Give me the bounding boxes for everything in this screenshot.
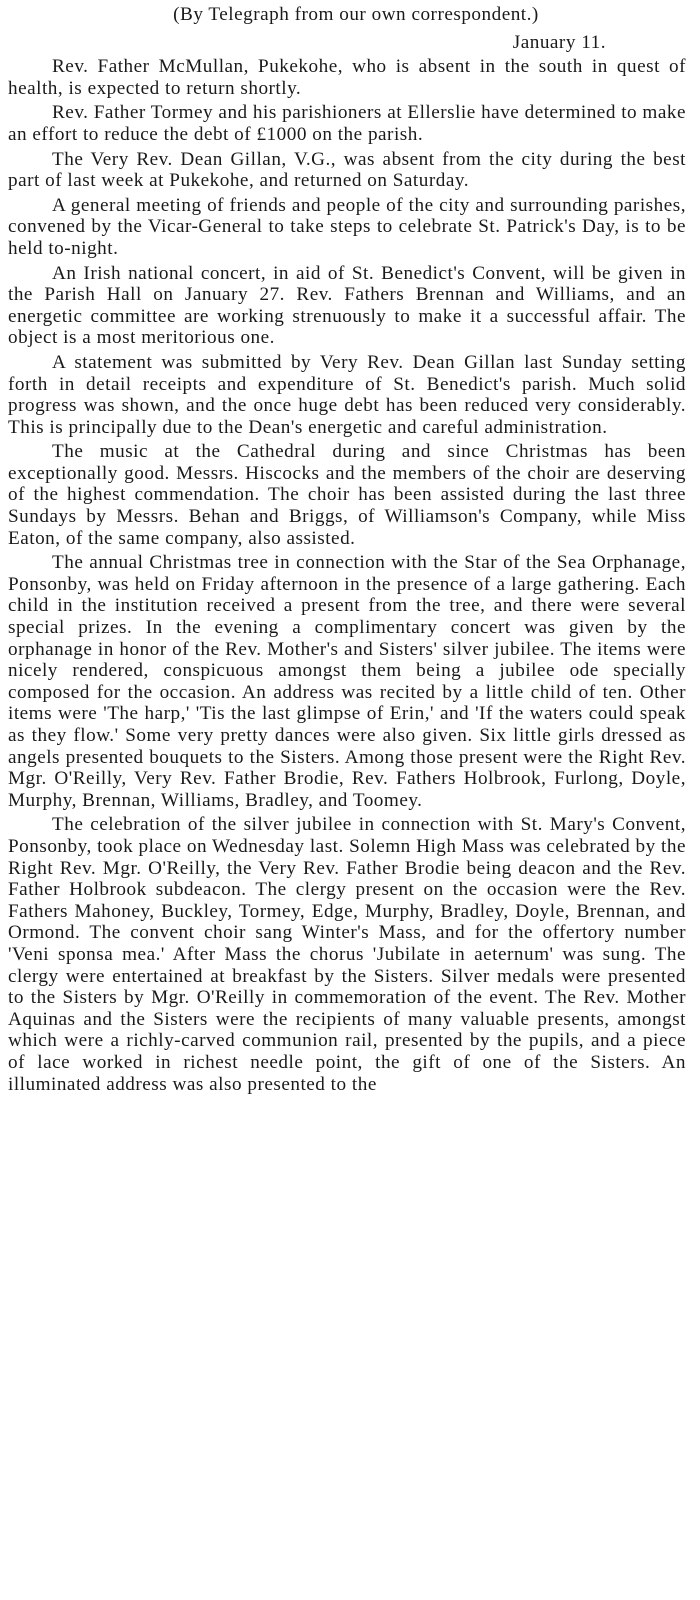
news-paragraph: The music at the Cathedral during and since Christmas has been exceptionally good. Messrs. Hiscocks and the members of the choir are deserving of the highest commendation. The choir has been assisted during the last three Sundays by Messrs. Behan and Briggs, of Williamson's Company, while Miss Eaton, of the same company, also assisted. xyxy=(8,441,686,549)
news-paragraph: The celebration of the silver jubilee in connection with St. Mary's Convent, Ponsonby, took place on Wednesday last. Solemn High Mass was celebrated by the Right Rev. Mgr. O'Reilly, the Very Rev. Father Brodie being deacon and the Rev. Father Holbrook subdeacon. The clergy present on the occasion were the Rev. Fathers Mahoney, Buckley, Tormey, Edge, Murphy, Bradley, Doyle, Brennan, and Ormond. The convent choir sang Winter's Mass, and for the offertory number 'Veni sponsa mea.' After Mass the chorus 'Jubilate in aeternum' was sung. The clergy were entertained at breakfast by the Sisters. Silver medals were presented to the Sisters by Mgr. O'Reilly in commemoration of the event. The Rev. Mother Aquinas and the Sisters were the recipients of many valuable presents, amongst which were a richly-carved communion rail, presented by the pupils, and a piece of lace worked in richest needle point, the gift of one of the Sisters. An illuminated address was also presented to the xyxy=(8,814,686,1095)
news-paragraph: Rev. Father Tormey and his parishioners at Ellerslie have determined to make an effort to reduce the debt of £1000 on the parish. xyxy=(8,102,686,145)
byline: (By Telegraph from our own correspondent.) xyxy=(173,4,539,25)
dateline: January 11. xyxy=(512,31,606,53)
news-paragraph: A statement was submitted by Very Rev. Dean Gillan last Sunday setting forth in detail receipts and expenditure of St. Benedict's parish. Much solid progress was shown, and the once huge debt has been reduced very considerably. This is principally due to the Dean's energetic and careful administration. xyxy=(8,351,686,438)
news-paragraph: The Very Rev. Dean Gillan, V.G., was absent from the city during the best part of last week at Pukekohe, and returned on Saturday. xyxy=(8,148,686,192)
news-paragraph: The annual Christmas tree in connection with the Star of the Sea Orphanage, Ponsonby, was held on Friday afternoon in the presence of a large gathering. Each child in the institution received a present from the tree, and there were several special prizes. In the evening a complimentary concert was given by the orphanage in honor of the Rev. Mother's and Sisters' silver jubilee. The items were nicely rendered, conspicuous amongst them being a jubilee ode specially composed for the occasion. An address was recited by a little child of ten. Other items were 'The harp,' 'Tis the last glimpse of Erin,' and 'If the waters could speak as they flow.' Some very pretty dances were also given. Six little girls dressed as angels presented bouquets to the Sisters. Among those present were the Right Rev. Mgr. O'Reilly, Very Rev. Father Brodie, Rev. Fathers Holbrook, Furlong, Doyle, Murphy, Brennan, Williams, Bradley, and Toomey. xyxy=(8,552,686,811)
news-paragraph: A general meeting of friends and people of the city and surrounding parishes, convened by the Vicar-General to take steps to celebrate St. Patrick's Day, is to be held to-night. xyxy=(8,194,686,259)
news-paragraph: An Irish national concert, in aid of St. Benedict's Convent, will be given in the Parish Hall on January 27. Rev. Fathers Brennan and Williams, and an energetic committee are working strenuously to make it a successful affair. The object is a most meritorious one. xyxy=(8,262,686,349)
news-paragraph: Rev. Father McMullan, Pukekohe, who is absent in the south in quest of health, is expected to return shortly. xyxy=(8,56,686,99)
